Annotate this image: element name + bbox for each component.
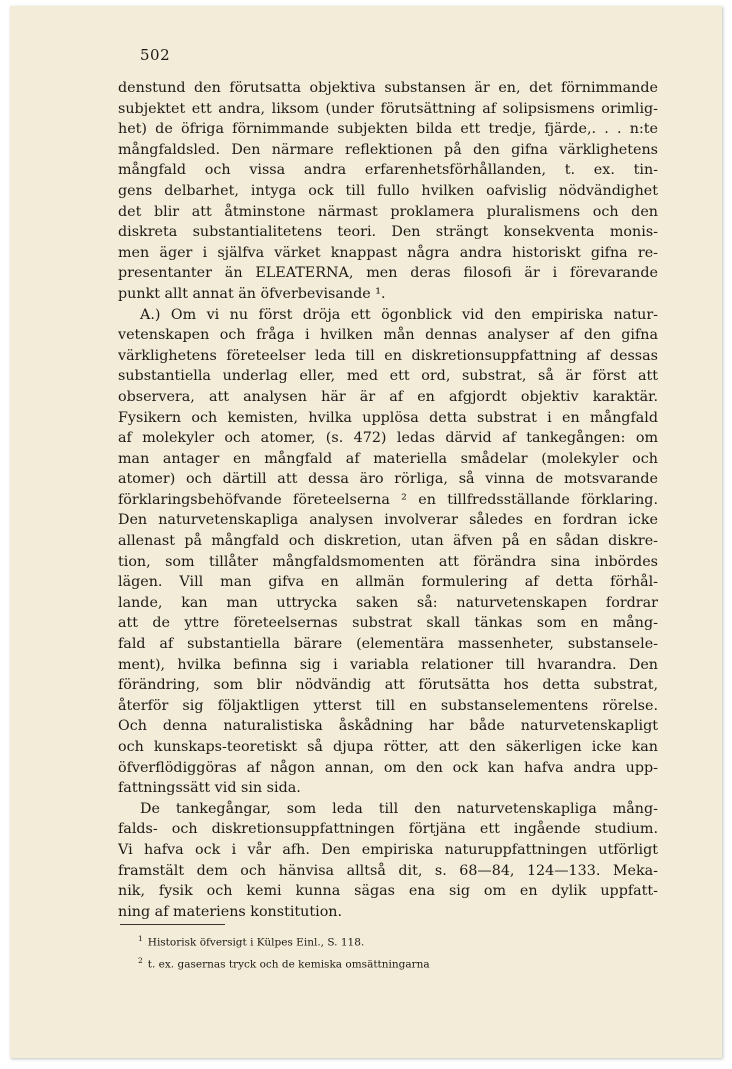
footnote [138,952,618,974]
text-line: fald af substantiella bärare (elementära massenheter, substansele- [118,636,658,653]
text-line: De tankegångar, som leda till den naturvetenskapliga mång- [140,800,658,817]
text-line: öfverflödiggöras af någon annan, om den ock kan hafva andra upp- [118,759,658,776]
text-line: diskreta substantialitetens teori. Den strängt konsekventa monis- [118,224,658,241]
text-line: framstält dem och hänvisa alltså dit, s. 68—84, 124—133. Meka- [118,862,658,879]
text-line: observera, att analysen här är af en afgjordt objektiv karaktär. [118,388,658,405]
text-line: substantiella underlag eller, med ett ord, substrat, så är först att [118,368,658,385]
text-line: presentanter än ELEATERNA, men deras filosofi är i förevarande [118,265,658,282]
text-line: mångfald och vissa andra erfarenhetsförhållanden, t. ex. tin- [118,162,658,179]
text-line: ment), hvilka befinna sig i variabla relationer till hvarandra. Den [118,656,658,673]
text-line: af molekyler och atomer, (s. 472) ledas därvid af tankegången: om [118,430,658,447]
text-line: återför sig följaktligen ytterst till en substanselementens rörelse. [118,697,658,714]
text-line: het) de öfriga förnimmande subjekten bilda ett tredje, fjärde,. . . n:te [118,121,658,138]
text-line: förklaringsbehöfvande företeelserna ² en tillfredsställande förklaring. [118,491,658,508]
text-line: allenast på mångfald och diskretion, utan äfven på en sådan diskre- [118,533,658,550]
text-line: men äger i själfva värket knappast några andra historiskt gifna re- [118,244,658,261]
book-page [10,6,722,1058]
text-line: att de yttre företeelsernas substrat skall tänkas som en mång- [118,615,658,632]
text-line: punkt allt annat än öfverbevisande ¹. [118,285,386,302]
text-line: gens delbarhet, intyga ock till fullo hvilken oafvislig nödvändighet [118,182,658,199]
text-line: det blir att åtminstone närmast proklamera pluralismens och den [118,203,658,220]
text-line: falds- och diskretionsuppfattningen förtjäna ett ingående studium. [118,821,658,838]
text-line: värklighetens företeelser leda till en diskretionsuppfattning af dessas [118,347,658,364]
footnote-text: Historisk öfversigt i Külpes Einl., S. 118. [147,936,365,949]
footnotes [138,930,618,973]
footnote-mark: 1 [138,934,143,943]
page-number: 502 [140,46,171,64]
text-line: mångfaldsled. Den närmare reflektionen på den gifna värklighetens [118,141,658,158]
body-text [118,78,658,922]
text-line: lande, kan man uttrycka saken så: naturvetenskapen fordrar [118,594,658,611]
text-line: denstund den förutsatta objektiva substansen är en, det förnimmande [118,80,658,96]
text-line: tion, som tillåter mångfaldsmomenten att förändra sina inbördes [118,553,658,570]
text-line: subjektet ett andra, liksom (under förutsättning af solipsismens orimlig- [118,100,658,117]
text-line: nik, fysik och kemi kunna sägas ena sig om en dylik uppfatt- [118,883,658,900]
footnote [138,930,618,952]
text-line: lägen. Vill man gifva en allmän formulering af detta förhål- [118,574,658,591]
paragraph [118,78,658,305]
text-line: man antager en mångfald af materiella smådelar (molekyler och [118,450,658,467]
text-line: Och denna naturalistiska åskådning har både naturvetenskapligt [118,718,658,735]
footnote-divider [120,924,225,925]
text-line: fattningssätt vid sin sida. [118,780,301,797]
text-line: och kunskaps-teoretiskt så djupa rötter, att den säkerligen icke kan [118,739,658,755]
paragraph [118,305,658,799]
text-line: ning af materiens konstitution. [118,903,343,920]
text-line: Den naturvetenskapliga analysen involverar således en fordran icke [118,512,658,529]
text-line: atomer) och därtill att dessa äro rörliga, så vinna de motsvarande [118,471,658,488]
text-line: Vi hafva ock i vår afh. Den empiriska naturuppfattningen utförligt [118,841,658,858]
footnote-text: t. ex. gasernas tryck och de kemiska omsättningarna [147,958,430,970]
text-line: vetenskapen och fråga i hvilken mån dennas analyser af den gifna [118,327,658,344]
paragraph [118,799,658,923]
footnote-mark: 2 [138,955,143,965]
text-line: förändring, som blir nödvändig att förutsätta hos detta substrat, [118,677,658,694]
text-line: Fysikern och kemisten, hvilka upplösa detta substrat i en mångfald [118,409,658,426]
text-line: A.) Om vi nu först dröja ett ögonblick vid den empiriska natur- [140,306,658,323]
